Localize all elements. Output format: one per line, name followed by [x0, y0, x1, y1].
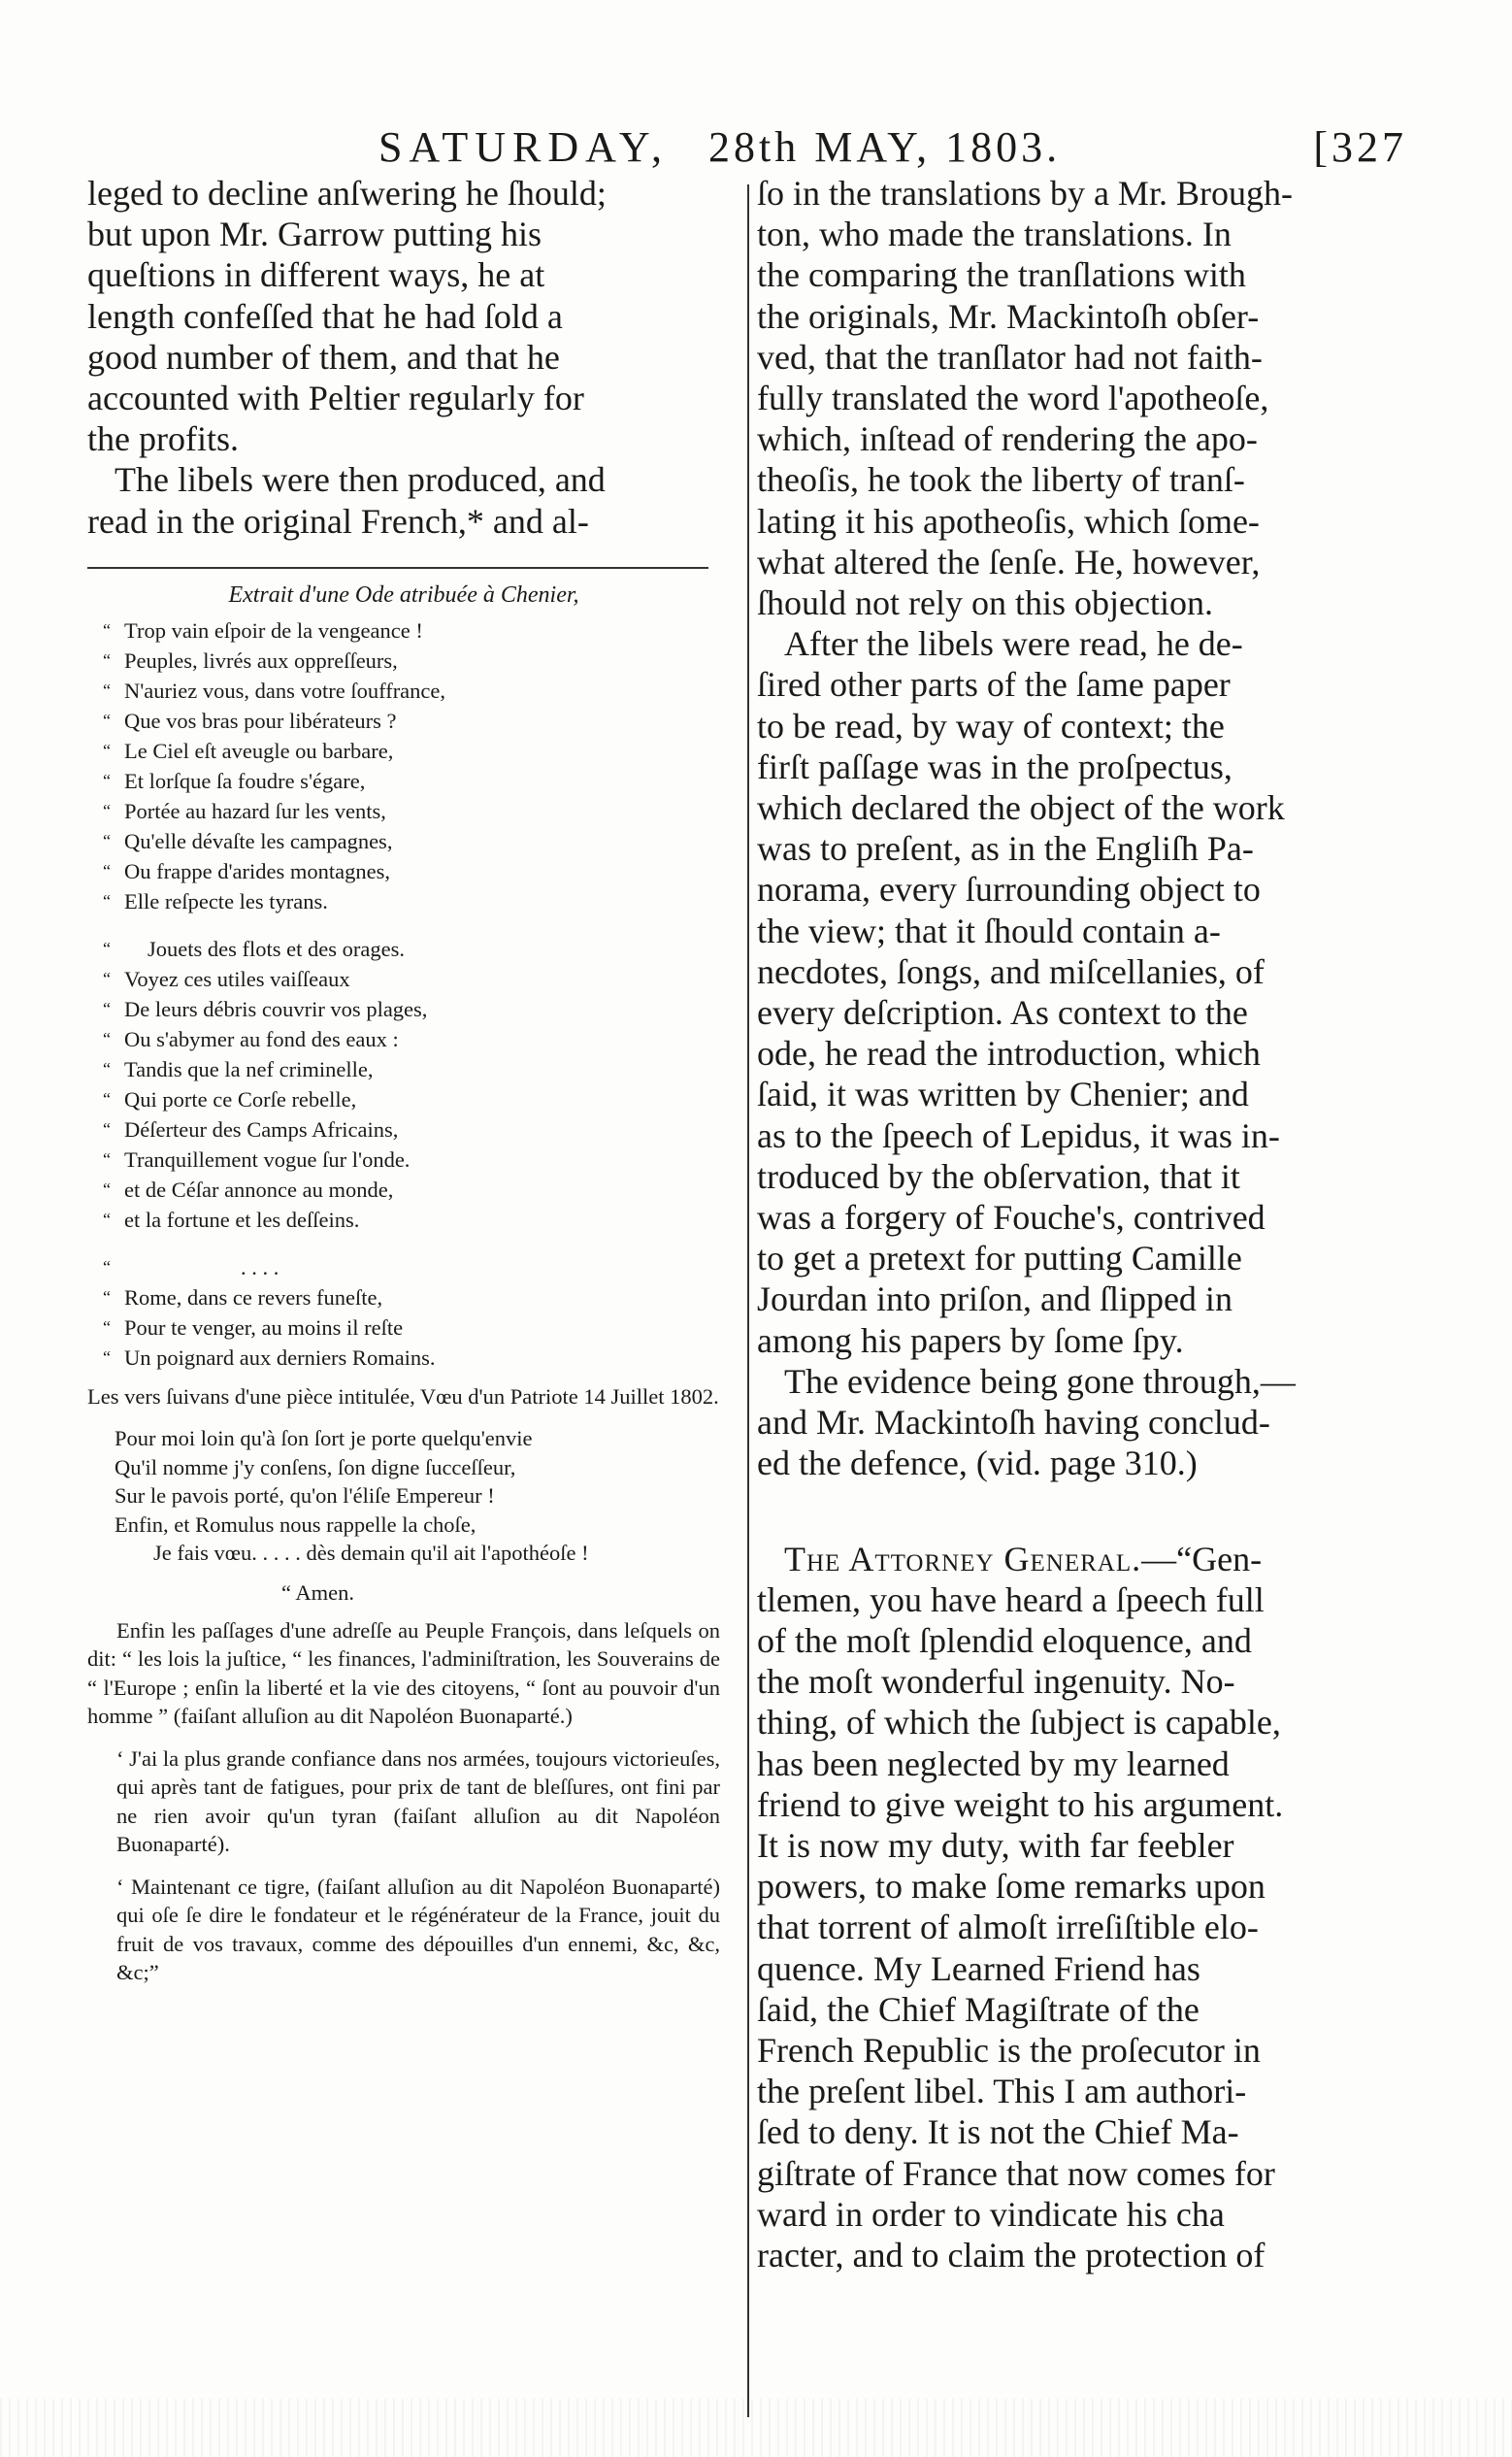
text-line: racter, and to claim the protection of [757, 2235, 1265, 2274]
text-line: but upon Mr. Garrow putting his [87, 215, 542, 254]
text-line: ed the defence, (vid. page 310.) [757, 1444, 1198, 1483]
text-line: necdotes, ſongs, and miſcellanies, of [757, 951, 1265, 991]
text-line: tlemen, you have heard a ſpeech full [757, 1579, 1265, 1619]
scan-noise-strip [0, 2399, 1512, 2457]
text-line: giſtrate of France that now comes for [757, 2153, 1275, 2193]
verse-line: “ Voyez ces utiles vaiſſeaux [124, 964, 720, 994]
text-line: which, inſtead of rendering the apo- [757, 419, 1258, 459]
verse-line: Sur le pavois porté, qu'on l'éliſe Empereur ! [115, 1483, 495, 1509]
text-line: has been neglected by my learned [757, 1743, 1230, 1783]
verse-line: Pour moi loin qu'à ſon ſort je porte quelqu'envie [115, 1426, 533, 1451]
text-line: what altered the ſenſe. He, however, [757, 542, 1261, 581]
text-line: ſed to deny. It is not the Chief Ma- [757, 2112, 1239, 2152]
text-line: norama, every ſurrounding object to [757, 870, 1261, 910]
column-divider [747, 184, 749, 2417]
left-opening-paragraph [87, 173, 720, 542]
ode-stanza-2 [87, 934, 720, 1235]
speech-opening: —“Gen- [1141, 1539, 1263, 1578]
verse-line: “ Elle reſpecte les tyrans. [124, 886, 720, 916]
text-line: ton, who made the translations. In [757, 215, 1232, 254]
verse-line: “ N'auriez vous, dans votre ſouffrance, [124, 676, 720, 706]
verse-line: “ Jouets des flots et des orages. [124, 934, 720, 964]
text-line: thing, of which the ſubject is capable, [757, 1703, 1281, 1743]
text-line: the originals, Mr. Mackintoſh obſer- [757, 296, 1260, 336]
text-line: was a forgery of Fouche's, contrived [757, 1198, 1265, 1238]
verse-line: “ Un poignard aux derniers Romains. [124, 1343, 720, 1373]
text-line: theoſis, he took the liberty of tranſ- [757, 460, 1245, 500]
ode-stanza-3 [87, 1252, 720, 1373]
verse-line: “ Le Ciel eſt aveugle ou barbare, [124, 736, 720, 766]
verse-line: “ De leurs débris couvrir vos plages, [124, 994, 720, 1024]
verse-intro: Les vers ſuivans d'une pièce intitulée, Vœu d'un Patriote 14 Juillet 1802. [87, 1383, 719, 1409]
text-line: among his papers by ſome ſpy. [757, 1320, 1184, 1360]
text-line: troduced by the obſervation, that it [757, 1156, 1240, 1196]
text-line: the view; that it ſhould contain a- [757, 911, 1221, 950]
header-day: SATURDAY, [378, 123, 669, 171]
text-line: Jourdan into priſon, and ſlipped in [757, 1279, 1233, 1319]
text-line: accounted with Peltier regularly for [87, 379, 584, 418]
text-line: was to preſent, as in the Engliſh Pa- [757, 829, 1254, 869]
text-line: lating it his apotheoſis, which ſome- [757, 501, 1260, 541]
text-line: length confeſſed that he had ſold a [87, 296, 563, 336]
text-line: as to the ſpeech of Lepidus, it was in- [757, 1115, 1280, 1155]
text-line: quence. My Learned Friend has [757, 1948, 1200, 1988]
right-column [757, 173, 1405, 2275]
address-quote-2: ‘ Maintenant ce tigre, (faiſant alluſion au dit Napoléon Buonaparté) qui oſe ſe dire le fondateur et le régénérateur de la France, jouit du fruit de vos travaux, comme des dépouilles d'un ennemi, &c, &c, &c;” [116, 1874, 720, 1985]
address-passages: Enfin les paſſages d'une adreſſe au Peuple François, dans leſquels on dit: “ les lois la juſtice, “ les finances, l'adminiſtration, les Souverains de “ l'Europe ; enſin la liberté et la vie des citoyens, “ ſont au pouvoir d'un homme ” (faiſant alluſion au dit Napoléon Buonaparté.) [87, 1617, 720, 1729]
text-line: firſt paſſage was in the proſpectus, [757, 747, 1233, 786]
verse-line: Qu'il nomme j'y conſens, ſon digne ſucceſſeur, [115, 1454, 516, 1479]
speaker-name: The Attorney General. [784, 1539, 1142, 1578]
verse-line: “ Ou s'abymer au fond des eaux : [124, 1024, 720, 1054]
text-line: of the moſt ſplendid eloquence, and [757, 1620, 1252, 1660]
text-line: queſtions in different ways, he at [87, 255, 545, 295]
ode-stanza-1 [87, 615, 720, 916]
text-line: ſired other parts of the ſame paper [757, 665, 1231, 705]
text-line: powers, to make ſome remarks upon [757, 1867, 1265, 1907]
text-line: the moſt wonderful ingenuity. No- [757, 1662, 1235, 1702]
address-quote-1: ‘ J'ai la plus grande confiance dans nos armées, toujours victorieuſes, qui après tant de fatigues, pour prix de tant de bleſſures, ont fini par ne rien avoir qu'un tyran (faiſant alluſion au dit Napoléon Buonaparté). [116, 1745, 720, 1857]
text-line: friend to give weight to his argument. [757, 1784, 1284, 1824]
text-line: fully translated the word l'apotheoſe, [757, 379, 1269, 418]
verse-line: “ Et lorſque ſa foudre s'égare, [124, 766, 720, 796]
verse-line: “ Qui porte ce Corſe rebelle, [124, 1084, 720, 1114]
patriot-verse [87, 1424, 720, 1568]
text-line: The evidence being gone through,— [784, 1361, 1296, 1401]
verse-line: “ Tandis que la nef criminelle, [124, 1054, 720, 1084]
verse-line: “ et de Céſar annonce au monde, [124, 1175, 720, 1205]
verse-line: “ Tranquillement vogue ſur l'onde. [124, 1145, 720, 1175]
text-line: French Republic is the proſecutor in [757, 2030, 1261, 2070]
text-line: ward in order to vindicate his cha [757, 2194, 1225, 2234]
verse-line: “ Pour te venger, au moins il reſte [124, 1312, 720, 1343]
text-line: every deſcription. As context to the [757, 993, 1248, 1033]
text-line: ode, he read the introduction, which [757, 1034, 1261, 1074]
left-column [87, 173, 720, 2001]
text-line: to be read, by way of context; the [757, 706, 1225, 746]
verse-line: “ Trop vain eſpoir de la vengeance ! [124, 615, 720, 646]
verse-line: “ et la fortune et les deſſeins. [124, 1205, 720, 1235]
header-date: 28th MAY, 1803. [707, 123, 1062, 171]
text-line: the comparing the tranſlations with [757, 255, 1246, 295]
verse-line: “ Portée au hazard ſur les vents, [124, 796, 720, 826]
verse-line: “ Ou frappe d'arides montagnes, [124, 856, 720, 886]
verse-line: “ Que vos bras pour libérateurs ? [124, 706, 720, 736]
verse-line: “ Peuples, livrés aux oppreſſeurs, [124, 646, 720, 676]
verse-line: “ Rome, dans ce revers funeſte, [124, 1282, 720, 1312]
text-line: ſo in the translations by a Mr. Brough- [757, 174, 1293, 213]
verse-line: Je fais vœu. . . . . dès demain qu'il ait l'apothéoſe ! [153, 1541, 589, 1566]
ode-title: Extrait d'une Ode atribuée à Chenier, [228, 581, 579, 608]
text-line: leged to decline anſwering he ſhould; [87, 174, 607, 213]
text-line: The libels were then produced, and [115, 460, 606, 500]
page-header [378, 122, 1407, 172]
text-line: the preſent libel. This I am authori- [757, 2072, 1247, 2111]
text-line: to get a pretext for putting Camille [757, 1239, 1242, 1278]
verse-line: Enfin, et Romulus nous rappelle la choſe, [115, 1511, 477, 1537]
text-line: which declared the object of the work [757, 788, 1285, 828]
text-line [757, 1539, 1405, 1579]
amen-line: “ Amen. [281, 1579, 354, 1605]
verse-line: “ Déſerteur des Camps Africains, [124, 1114, 720, 1145]
text-line: that torrent of almoſt irreſiſtible elo- [757, 1908, 1259, 1947]
text-line: ved, that the tranſlator had not faith- [757, 337, 1263, 377]
text-line: the profits. [87, 419, 239, 459]
footnote-rule [87, 567, 708, 569]
text-line: It is now my duty, with far feebler [757, 1825, 1234, 1865]
verse-line: “ Qu'elle dévaſte les campagnes, [124, 826, 720, 856]
verse-ellipsis: “ . . . . [124, 1252, 720, 1282]
text-line: ſhould not rely on this objection. [757, 583, 1213, 623]
text-line: good number of them, and that he [87, 337, 560, 377]
text-line: and Mr. Mackintoſh having conclud- [757, 1403, 1270, 1443]
section-gap [757, 1484, 1405, 1539]
text-line: ſaid, the Chief Magiſtrate of the [757, 1989, 1200, 2029]
text-line: read in the original French,* and al- [87, 501, 589, 541]
page-number: [327 [1313, 123, 1407, 171]
text-line: ſaid, it was written by Chenier; and [757, 1075, 1249, 1114]
text-line: After the libels were read, he de- [784, 624, 1243, 664]
